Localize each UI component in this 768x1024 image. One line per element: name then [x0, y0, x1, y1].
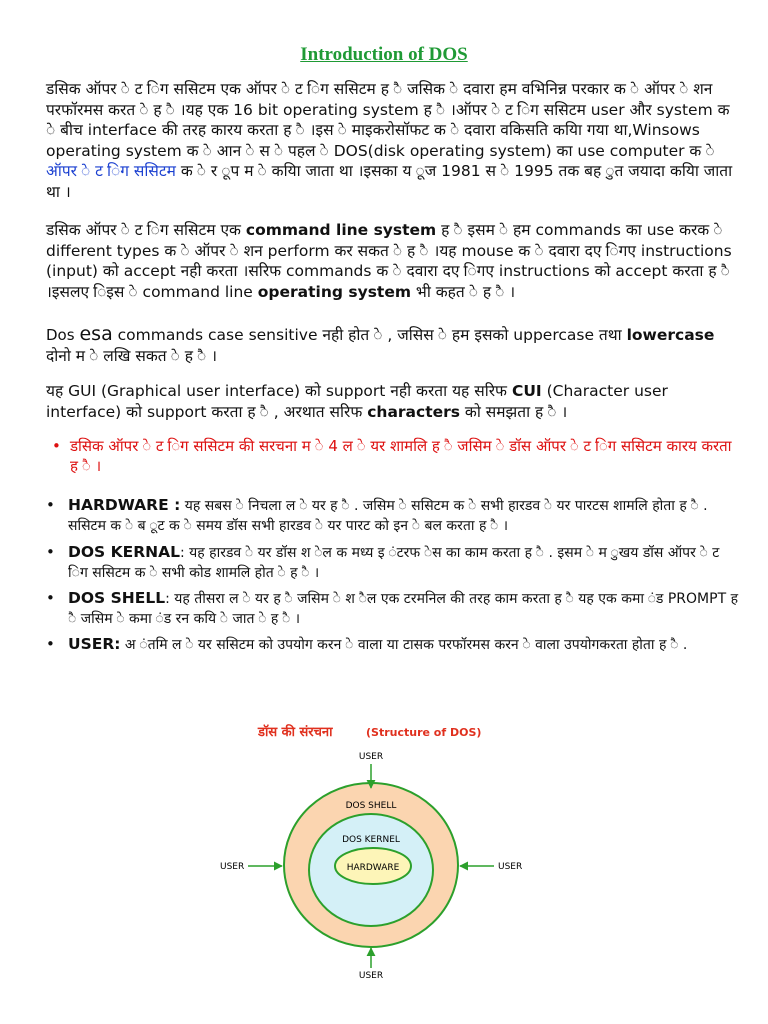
intro-highlight: ऑपर े ट िग ससिटम [46, 162, 176, 180]
case-paragraph [46, 324, 736, 366]
gui-bold-2: characters [367, 402, 460, 421]
case-text-1: commands case sensitive नही होत े , जसिस े हम इसको uppercase तथा [112, 326, 627, 344]
dos-structure-diagram [200, 712, 560, 1012]
cmd-text-1: डसिक ऑपर े ट िग ससिटम एक [46, 221, 246, 239]
list-item-head: DOS KERNAL [68, 543, 180, 561]
list-item-hardware [46, 496, 740, 536]
case-dos: Dos [46, 326, 75, 344]
shell-label: DOS SHELL [345, 801, 397, 811]
user-label-right: USER [498, 862, 523, 872]
cmd-bold-1: command line system [245, 221, 437, 239]
structure-note-text: डसिक ऑपर े ट िग ससिटम की सरचना म े 4 ल े यर शामलि ह ै जसिम े डॉस ऑपर े ट िग ससिटम कारय करता ह ै । [70, 437, 732, 475]
gui-text-2: (Character user interface) को support करता ह ै , अरथात सरिफ [46, 382, 668, 421]
diagram-title-hindi: डॉस की संरचना [258, 725, 333, 740]
list-item-kernal [46, 543, 740, 583]
cmd-text-3: भी कहत े ह ै । [411, 282, 516, 301]
list-item-text: : यह तीसरा ल े यर ह ै जसिम े श ैल एक टरमनिल की तरह काम करता ह ै यह एक कमा ंड PROMPT ह ै जसिम े कमा ंड रन कयि े जात े ह ै । [68, 591, 739, 627]
intro-text-1: डसिक ऑपर े ट िग ससिटम एक ऑपर े ट िग ससिटम ह ै जसिक े दवारा हम वभिनिन्न परकार क े ऑपर े शन परफॉरमस करत े ह ै ।यह एक 16 bit operating system ह ै ।ऑपर े ट िग ससिटम user और system क े बीच interface की तरह कारय करता ह ै ।इस े माइकरोसॉफट क े दवारा वकिसति कयिा गया था,Winsows operating system क े आन े स े पहल े DOS(disk operating system) का use computer क े [46, 80, 730, 160]
command-line-paragraph [46, 220, 736, 302]
gui-paragraph [46, 381, 736, 422]
case-text-2: दोनो म े लखि सकत े ह ै । [46, 346, 218, 365]
structure-note [52, 436, 740, 476]
intro-text-2: क े र ूप म े कयिा जाता था ।इसका य ूज 1981 स े 1995 तक बह ुत जयादा कयिा जाता था । [46, 162, 733, 201]
list-item-head: HARDWARE : [68, 496, 181, 514]
diagram-title-english: (Structure of DOS) [366, 726, 482, 739]
case-bold: lowercase [626, 326, 715, 344]
gui-bold-1: CUI [511, 382, 542, 400]
user-label-top: USER [358, 752, 384, 762]
page-title: Introduction of DOS [300, 44, 468, 65]
intro-paragraph [46, 79, 736, 202]
bullet-dot: • [46, 496, 55, 514]
bullet-dot: • [52, 437, 61, 455]
cmd-bold-2: operating system [257, 282, 411, 301]
cmd-text-2: ह ै इसम े हम commands का use करक े different types क े ऑपर े शन perform कर सकत े ह ै ।यह mouse क े दवारा दए िगए instructions (input) को accept नही करता ।सरिफ commands क े दवारा दए िगए instructions को accept करता ह ै ।इसलए िइस े command line [46, 221, 732, 301]
gui-text-1: यह GUI (Graphical user interface) को support नही करता यह सरिफ [46, 382, 512, 400]
case-esa: esa [79, 323, 113, 345]
list-item-text: यह सबस े निचला ल े यर ह ै . जसिम े ससिटम क े सभी हारडव े यर पारटस शामलि होता ह ै . ससिटम क े ब ूट क े समय डॉस सभी हारडव े यर पारट को इन े बल करता ह ै । [68, 498, 708, 534]
list-item-head: USER: [68, 635, 121, 653]
bullet-dot: • [46, 635, 55, 653]
list-item-shell [46, 589, 740, 629]
bullet-dot: • [46, 589, 55, 607]
hardware-label: HARDWARE [346, 863, 400, 873]
list-item-text: : यह हारडव े यर डॉस श ेल क मध्य इ ंटरफ ेस का काम करता ह ै . इसम े म ुखय डॉस ऑपर े ट िग ससिटम क े सभी कोड शामलि होत े ह ै । [68, 545, 720, 581]
kernel-label: DOS KERNEL [342, 835, 400, 845]
list-item-user [46, 635, 740, 655]
user-label-bottom: USER [358, 971, 384, 981]
list-item-text: अ ंतमि ल े यर ससिटम को उपयोग करन े वाला या टासक परफॉरमस करन े वाला उपयोगकरता होता ह ै . [120, 637, 688, 653]
bullet-dot: • [46, 543, 55, 561]
gui-text-3: को समझता ह ै । [460, 402, 568, 421]
list-item-head: DOS SHELL [68, 589, 166, 607]
user-label-left: USER [220, 862, 245, 872]
